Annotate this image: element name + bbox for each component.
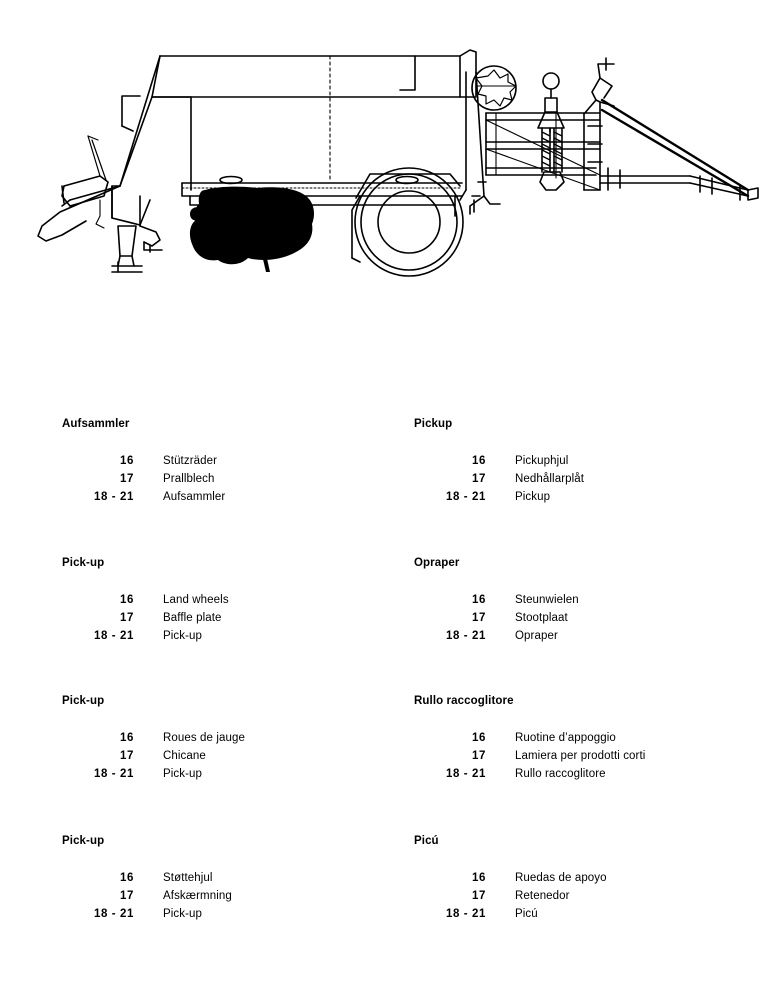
row-label: Nedhållarplåt xyxy=(515,473,585,485)
row-label: Picú xyxy=(515,908,538,920)
jack-stand xyxy=(112,186,162,272)
row-label: Støttehjul xyxy=(163,872,213,884)
row-reference: 17 xyxy=(120,890,134,902)
table-row xyxy=(62,488,412,506)
feeder-housing xyxy=(112,96,150,225)
row-reference: 18 - 21 xyxy=(93,908,134,920)
row-reference: 17 xyxy=(120,473,134,485)
row-label: Stootplaat xyxy=(515,612,568,624)
lift-arm-assembly xyxy=(584,58,614,190)
parts-section-de xyxy=(62,418,412,506)
row-label: Baffle plate xyxy=(163,612,222,624)
section-heading: Rullo raccoglitore xyxy=(414,695,514,707)
section-rows xyxy=(414,591,764,645)
parts-section-nl xyxy=(414,557,764,645)
drawbar-tongue xyxy=(38,136,120,241)
section-rows xyxy=(414,869,764,923)
row-reference: 18 - 21 xyxy=(93,491,134,503)
baler-line-drawing-svg xyxy=(0,0,772,290)
row-reference: 16 xyxy=(120,455,134,467)
row-label: Aufsammler xyxy=(163,491,226,503)
row-label: Stützräder xyxy=(163,455,218,467)
row-label: Ruotine d’appoggio xyxy=(515,732,616,744)
table-row xyxy=(62,905,412,923)
table-row xyxy=(414,765,764,783)
row-label: Lamiera per prodotti corti xyxy=(515,750,646,762)
table-row xyxy=(414,488,764,506)
row-reference: 17 xyxy=(120,612,134,624)
row-label: Rullo raccoglitore xyxy=(515,768,606,780)
row-label: Pickuphjul xyxy=(515,455,569,467)
row-reference: 18 - 21 xyxy=(445,630,486,642)
redaction-blob xyxy=(190,187,314,272)
section-rows xyxy=(62,452,412,506)
table-row xyxy=(62,452,412,470)
section-heading: Aufsammler xyxy=(62,418,130,430)
row-reference: 17 xyxy=(472,612,486,624)
diagonal-brace xyxy=(600,100,758,200)
technical-illustration xyxy=(0,0,772,290)
table-row xyxy=(62,887,412,905)
table-row xyxy=(62,747,412,765)
table-row xyxy=(414,452,764,470)
row-label: Pick-up xyxy=(163,630,203,642)
table-row xyxy=(414,627,764,645)
row-reference: 18 - 21 xyxy=(445,491,486,503)
table-row xyxy=(62,627,412,645)
row-label: Afskærmning xyxy=(163,890,232,902)
table-row xyxy=(414,905,764,923)
table-row xyxy=(414,729,764,747)
table-row xyxy=(414,887,764,905)
row-label: Land wheels xyxy=(163,594,229,606)
parts-list xyxy=(0,418,772,1000)
table-row xyxy=(62,765,412,783)
table-row xyxy=(62,609,412,627)
parts-section-da xyxy=(62,835,412,923)
section-heading: Picú xyxy=(414,835,439,847)
section-heading: Pick-up xyxy=(62,835,105,847)
section-heading: Opraper xyxy=(414,557,460,569)
row-label: Pick-up xyxy=(163,768,203,780)
parts-section-it xyxy=(414,695,764,783)
row-reference: 17 xyxy=(120,750,134,762)
section-rows xyxy=(414,729,764,783)
rear-frame xyxy=(460,50,500,214)
row-reference: 16 xyxy=(472,732,486,744)
row-label: Prallblech xyxy=(163,473,215,485)
table-row xyxy=(62,470,412,488)
table-row xyxy=(414,747,764,765)
parts-section-sv xyxy=(414,418,764,506)
row-reference: 17 xyxy=(472,750,486,762)
row-reference: 18 - 21 xyxy=(445,908,486,920)
section-heading: Pick-up xyxy=(62,695,105,707)
table-row xyxy=(414,609,764,627)
row-label: Retenedor xyxy=(515,890,570,902)
section-rows xyxy=(62,869,412,923)
row-label: Ruedas de apoyo xyxy=(515,872,607,884)
bale-chamber-body xyxy=(120,56,460,190)
row-reference: 18 - 21 xyxy=(445,768,486,780)
section-heading: Pick-up xyxy=(62,557,105,569)
row-label: Steunwielen xyxy=(515,594,579,606)
table-row xyxy=(414,869,764,887)
parts-section-es xyxy=(414,835,764,923)
section-rows xyxy=(62,729,412,783)
row-reference: 18 - 21 xyxy=(93,630,134,642)
row-label: Roues de jauge xyxy=(163,732,245,744)
parts-section-fr xyxy=(62,695,412,783)
row-reference: 16 xyxy=(120,594,134,606)
row-label: Pick-up xyxy=(163,908,203,920)
section-heading: Pickup xyxy=(414,418,453,430)
row-reference: 17 xyxy=(472,473,486,485)
table-row xyxy=(62,869,412,887)
row-label: Pickup xyxy=(515,491,551,503)
table-row xyxy=(414,591,764,609)
section-rows xyxy=(62,591,412,645)
spring-tensioner xyxy=(538,73,564,190)
row-reference: 16 xyxy=(472,455,486,467)
table-row xyxy=(414,470,764,488)
row-reference: 16 xyxy=(120,872,134,884)
sprocket-wheel xyxy=(472,66,516,110)
table-row xyxy=(62,591,412,609)
pickup-frame-rails xyxy=(486,113,600,190)
parts-section-en xyxy=(62,557,412,645)
section-rows xyxy=(414,452,764,506)
row-label: Opraper xyxy=(515,630,558,642)
row-reference: 16 xyxy=(472,872,486,884)
row-reference: 17 xyxy=(472,890,486,902)
row-label: Chicane xyxy=(163,750,206,762)
row-reference: 16 xyxy=(472,594,486,606)
row-reference: 16 xyxy=(120,732,134,744)
row-reference: 18 - 21 xyxy=(93,768,134,780)
table-row xyxy=(62,729,412,747)
